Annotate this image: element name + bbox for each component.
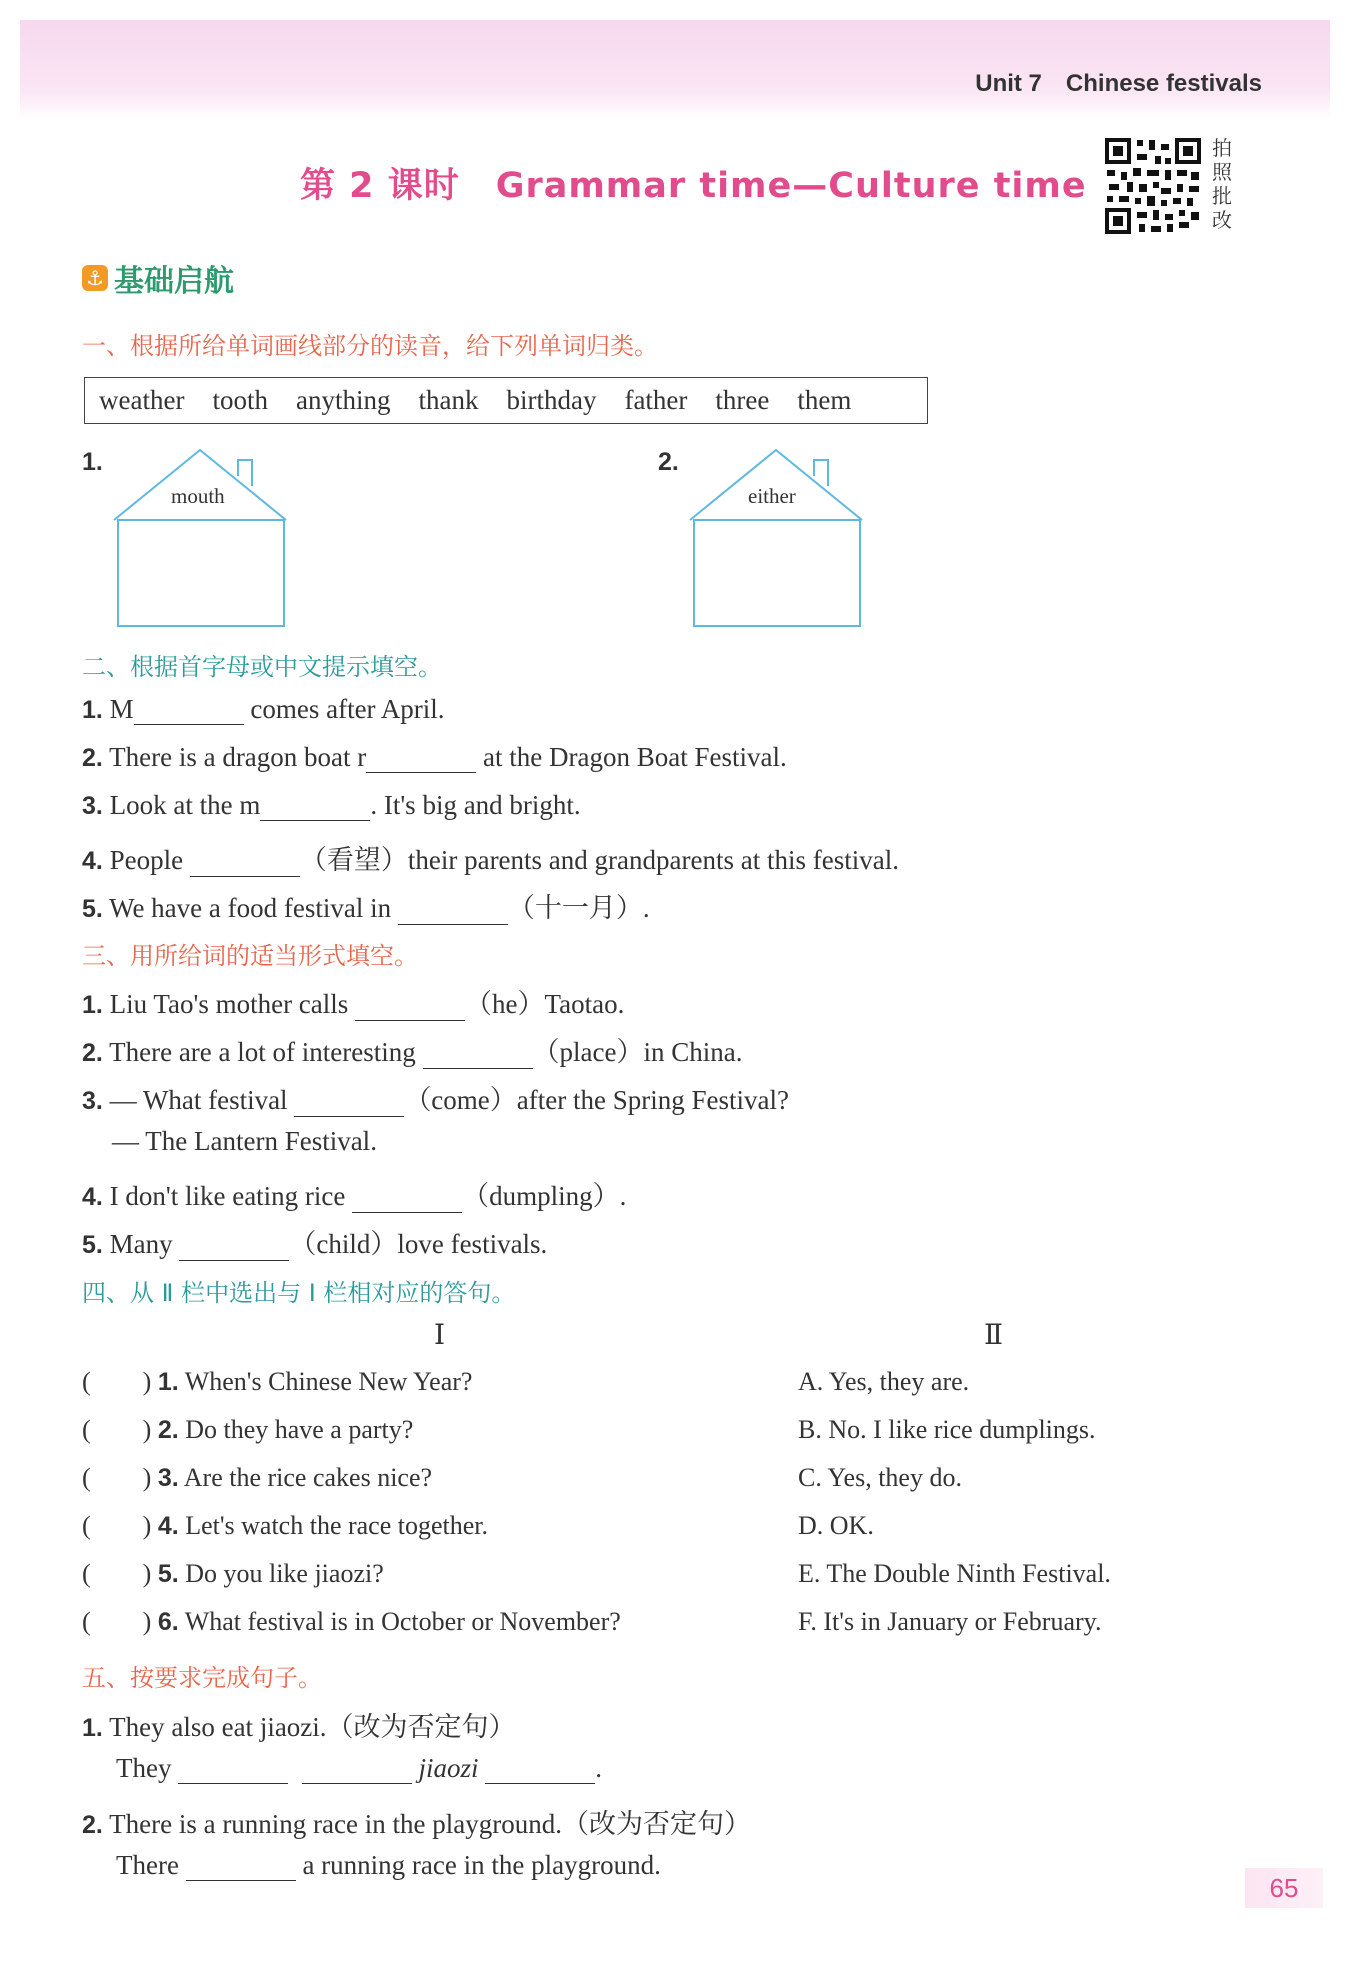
qr-code-icon[interactable] [1103,136,1203,236]
answer-bracket[interactable]: ( ) [82,1511,152,1540]
match-item: ( ) 3. Are the rice cakes nice? [82,1463,433,1492]
match-option: C. Yes, they do. [798,1463,962,1492]
question-line: 5. Many （child）love festivals. [82,1229,548,1259]
word: tooth [212,385,268,415]
match-item: ( ) 1. When's Chinese New Year? [82,1367,473,1396]
section-3-heading: 三、用所给词的适当形式填空。 [82,942,418,970]
word: three [715,385,770,415]
match-option: B. No. I like rice dumplings. [798,1415,1096,1444]
answer-bracket[interactable]: ( ) [82,1559,152,1588]
question-line: 5. We have a food festival in （十一月）. [82,893,650,923]
word: them [797,385,852,415]
question-line: 1. They also eat jiaozi.（改为否定句） [82,1712,516,1742]
answer-bracket[interactable]: ( ) [82,1607,152,1636]
answer-blank[interactable] [186,1854,296,1881]
answer-line: There a running race in the playground. [116,1850,661,1880]
answer-blank[interactable] [355,994,465,1021]
word: father [624,385,688,415]
match-item: ( ) 2. Do they have a party? [82,1415,414,1444]
answer-blank[interactable] [178,1757,288,1784]
word: thank [418,385,479,415]
page-number: 65 [1245,1868,1323,1908]
question-line: 2. There is a running race in the playground.（改为否定句） [82,1809,751,1839]
answer-blank[interactable] [260,794,370,821]
answer-line: They jiaozi . [116,1753,602,1783]
anchor-icon: ⚓ [82,265,108,291]
house-1-word: mouth [171,484,225,508]
house-1-drawing [112,446,292,630]
page-title: 第 2 课时 Grammar time—Culture time [300,166,1087,206]
question-line: 2. There are a lot of interesting （place）in China. [82,1037,743,1067]
match-option: D. OK. [798,1511,874,1540]
match-item: ( ) 4. Let's watch the race together. [82,1511,489,1540]
match-option: E. The Double Ninth Festival. [798,1559,1111,1588]
question-line: 1. M comes after April. [82,694,445,724]
answer-blank[interactable] [423,1042,533,1069]
answer-blank[interactable] [398,898,508,925]
match-item: ( ) 5. Do you like jiaozi? [82,1559,384,1588]
answer-blank[interactable] [190,850,300,877]
house-number: 1. [82,448,103,476]
match-item: ( ) 6. What festival is in October or November? [82,1607,621,1636]
answer-blank[interactable] [179,1234,289,1261]
answer-blank[interactable] [485,1757,595,1784]
unit-label: Unit 7 Chinese festivals [975,70,1262,97]
answer-bracket[interactable]: ( ) [82,1415,152,1444]
answer-blank[interactable] [294,1090,404,1117]
column-2-heading: Ⅱ [984,1320,1004,1351]
column-1-heading: Ⅰ [434,1320,446,1351]
word: birthday [506,385,597,415]
section-5-heading: 五、按要求完成句子。 [82,1664,322,1692]
answer-bracket[interactable]: ( ) [82,1463,152,1492]
match-option: A. Yes, they are. [798,1367,970,1396]
house-2-word: either [748,484,796,508]
word: weather [99,385,185,415]
answer-blank[interactable] [302,1757,412,1784]
word-box [84,377,928,424]
word: anything [295,385,391,415]
question-line: 1. Liu Tao's mother calls （he）Taotao. [82,989,625,1019]
question-line: 3. Look at the m . It's big and bright. [82,790,581,820]
qr-caption: 拍照批改 [1212,136,1232,232]
answer-blank[interactable] [134,698,244,725]
match-option: F. It's in January or February. [798,1607,1102,1636]
question-line: 3. — What festival （come）after the Spring Festival? [82,1085,789,1115]
question-line: 2. There is a dragon boat r at the Dragon Boat Festival. [82,742,787,772]
answer-bracket[interactable]: ( ) [82,1367,152,1396]
section-4-heading: 四、从 Ⅱ 栏中选出与 Ⅰ 栏相对应的答句。 [82,1279,516,1307]
section-2-heading: 二、根据首字母或中文提示填空。 [82,653,442,681]
answer-line: — The Lantern Festival. [112,1126,377,1156]
answer-blank[interactable] [366,746,476,773]
section-1-heading: 一、根据所给单词画线部分的读音，给下列单词归类。 [82,332,658,360]
house-2-drawing [688,446,868,630]
question-line: 4. I don't like eating rice （dumpling）. [82,1181,627,1211]
question-line: 4. People （看望）their parents and grandparents at this festival. [82,845,899,875]
answer-blank[interactable] [352,1186,462,1213]
section-main-heading: ⚓ 基础启航 [82,256,234,300]
house-number: 2. [658,448,679,476]
